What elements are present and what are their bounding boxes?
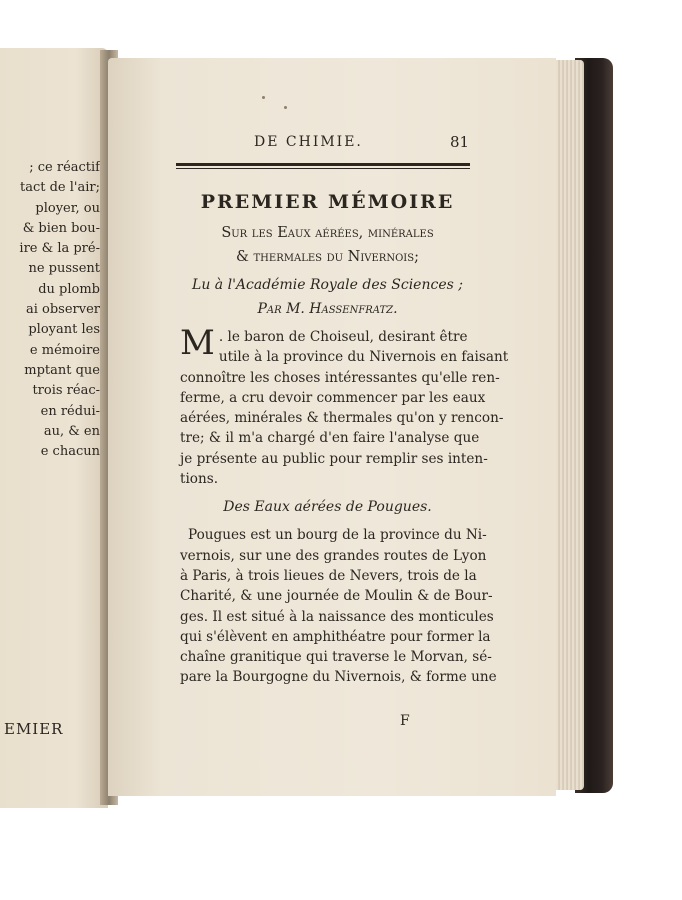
left-line: ployer, ou (35, 200, 100, 216)
paragraph-line: tions. (180, 471, 219, 488)
header-rule-thin (176, 168, 470, 169)
left-line: ne pussent (28, 261, 100, 277)
intro-paragraph (180, 323, 509, 489)
left-line: mptant que (24, 362, 100, 378)
left-line: trois réac- (32, 383, 100, 399)
paper-speck (262, 96, 265, 99)
paragraph-line: connoître les choses intéressantes qu'elle ren- (180, 369, 500, 386)
page-number: 81 (450, 133, 470, 151)
author-line: Par M. Hassenfratz. (257, 301, 398, 317)
left-line: ; ce réactif (29, 160, 100, 175)
paragraph-line: qui s'élèvent en amphithéatre pour former la (180, 628, 491, 645)
paragraph-line: Charité, & une journée de Moulin & de Bour- (180, 588, 493, 605)
left-line: & bien bou- (22, 220, 100, 236)
right-page-text (180, 188, 509, 688)
paragraph-line: je présente au public pour remplir ses inten- (180, 450, 488, 467)
paragraph-line: tre; & il m'a chargé d'en faire l'analyse que (180, 430, 480, 447)
paragraph-line: vernois, sur une des grandes routes de Lyon (180, 547, 487, 564)
paragraph-line: . le baron de Choiseul, desirant être (218, 329, 468, 345)
running-head-title: DE CHIMIE. (254, 134, 363, 150)
left-line: au, & en (43, 423, 100, 439)
paragraph-line: ferme, a cru devoir commencer par les eaux (180, 389, 486, 406)
left-line: ai observer (25, 302, 100, 318)
left-catchword: EMIER (4, 720, 64, 738)
memoire-subtitle: Sur les Eaux aérées, minérales (221, 225, 434, 241)
paper-speck (284, 106, 287, 109)
signature-mark: F (400, 713, 410, 729)
left-page (0, 48, 108, 808)
left-line: en rédui- (40, 403, 100, 419)
paragraph-line: pare la Bourgogne du Nivernois, & forme une (180, 669, 497, 686)
left-line: e chacun (40, 444, 100, 460)
section-heading: Des Eaux aérées de Pougues. (223, 499, 432, 516)
left-page-text (19, 158, 100, 462)
paragraph-line: aérées, minérales & thermales qu'on y rencon- (180, 410, 504, 427)
paragraph-line: utile à la province du Nivernois en faisant (218, 349, 509, 366)
paragraph-line: à Paris, à trois lieues de Nevers, trois de la (180, 567, 477, 584)
header-rule (176, 163, 470, 166)
left-line: tact de l'air; (20, 180, 100, 196)
drop-cap: M (180, 323, 215, 363)
left-line: ployant les (28, 322, 100, 338)
section-paragraph (180, 525, 497, 687)
memoire-subtitle: & thermales du Nivernois; (236, 249, 419, 265)
paragraph-line: ges. Il est situé à la naissance des monticules (180, 608, 494, 625)
left-line: du plomb (38, 281, 100, 297)
left-line: e mémoire (29, 342, 100, 358)
paragraph-line: chaîne granitique qui traverse le Morvan, sé- (180, 649, 492, 666)
read-at-line: Lu à l'Académie Royale des Sciences ; (192, 277, 463, 293)
memoire-title: PREMIER MÉMOIRE (200, 191, 455, 213)
left-line: ire & la pré- (19, 241, 100, 257)
paragraph-line: Pougues est un bourg de la province du Ni- (188, 527, 487, 544)
